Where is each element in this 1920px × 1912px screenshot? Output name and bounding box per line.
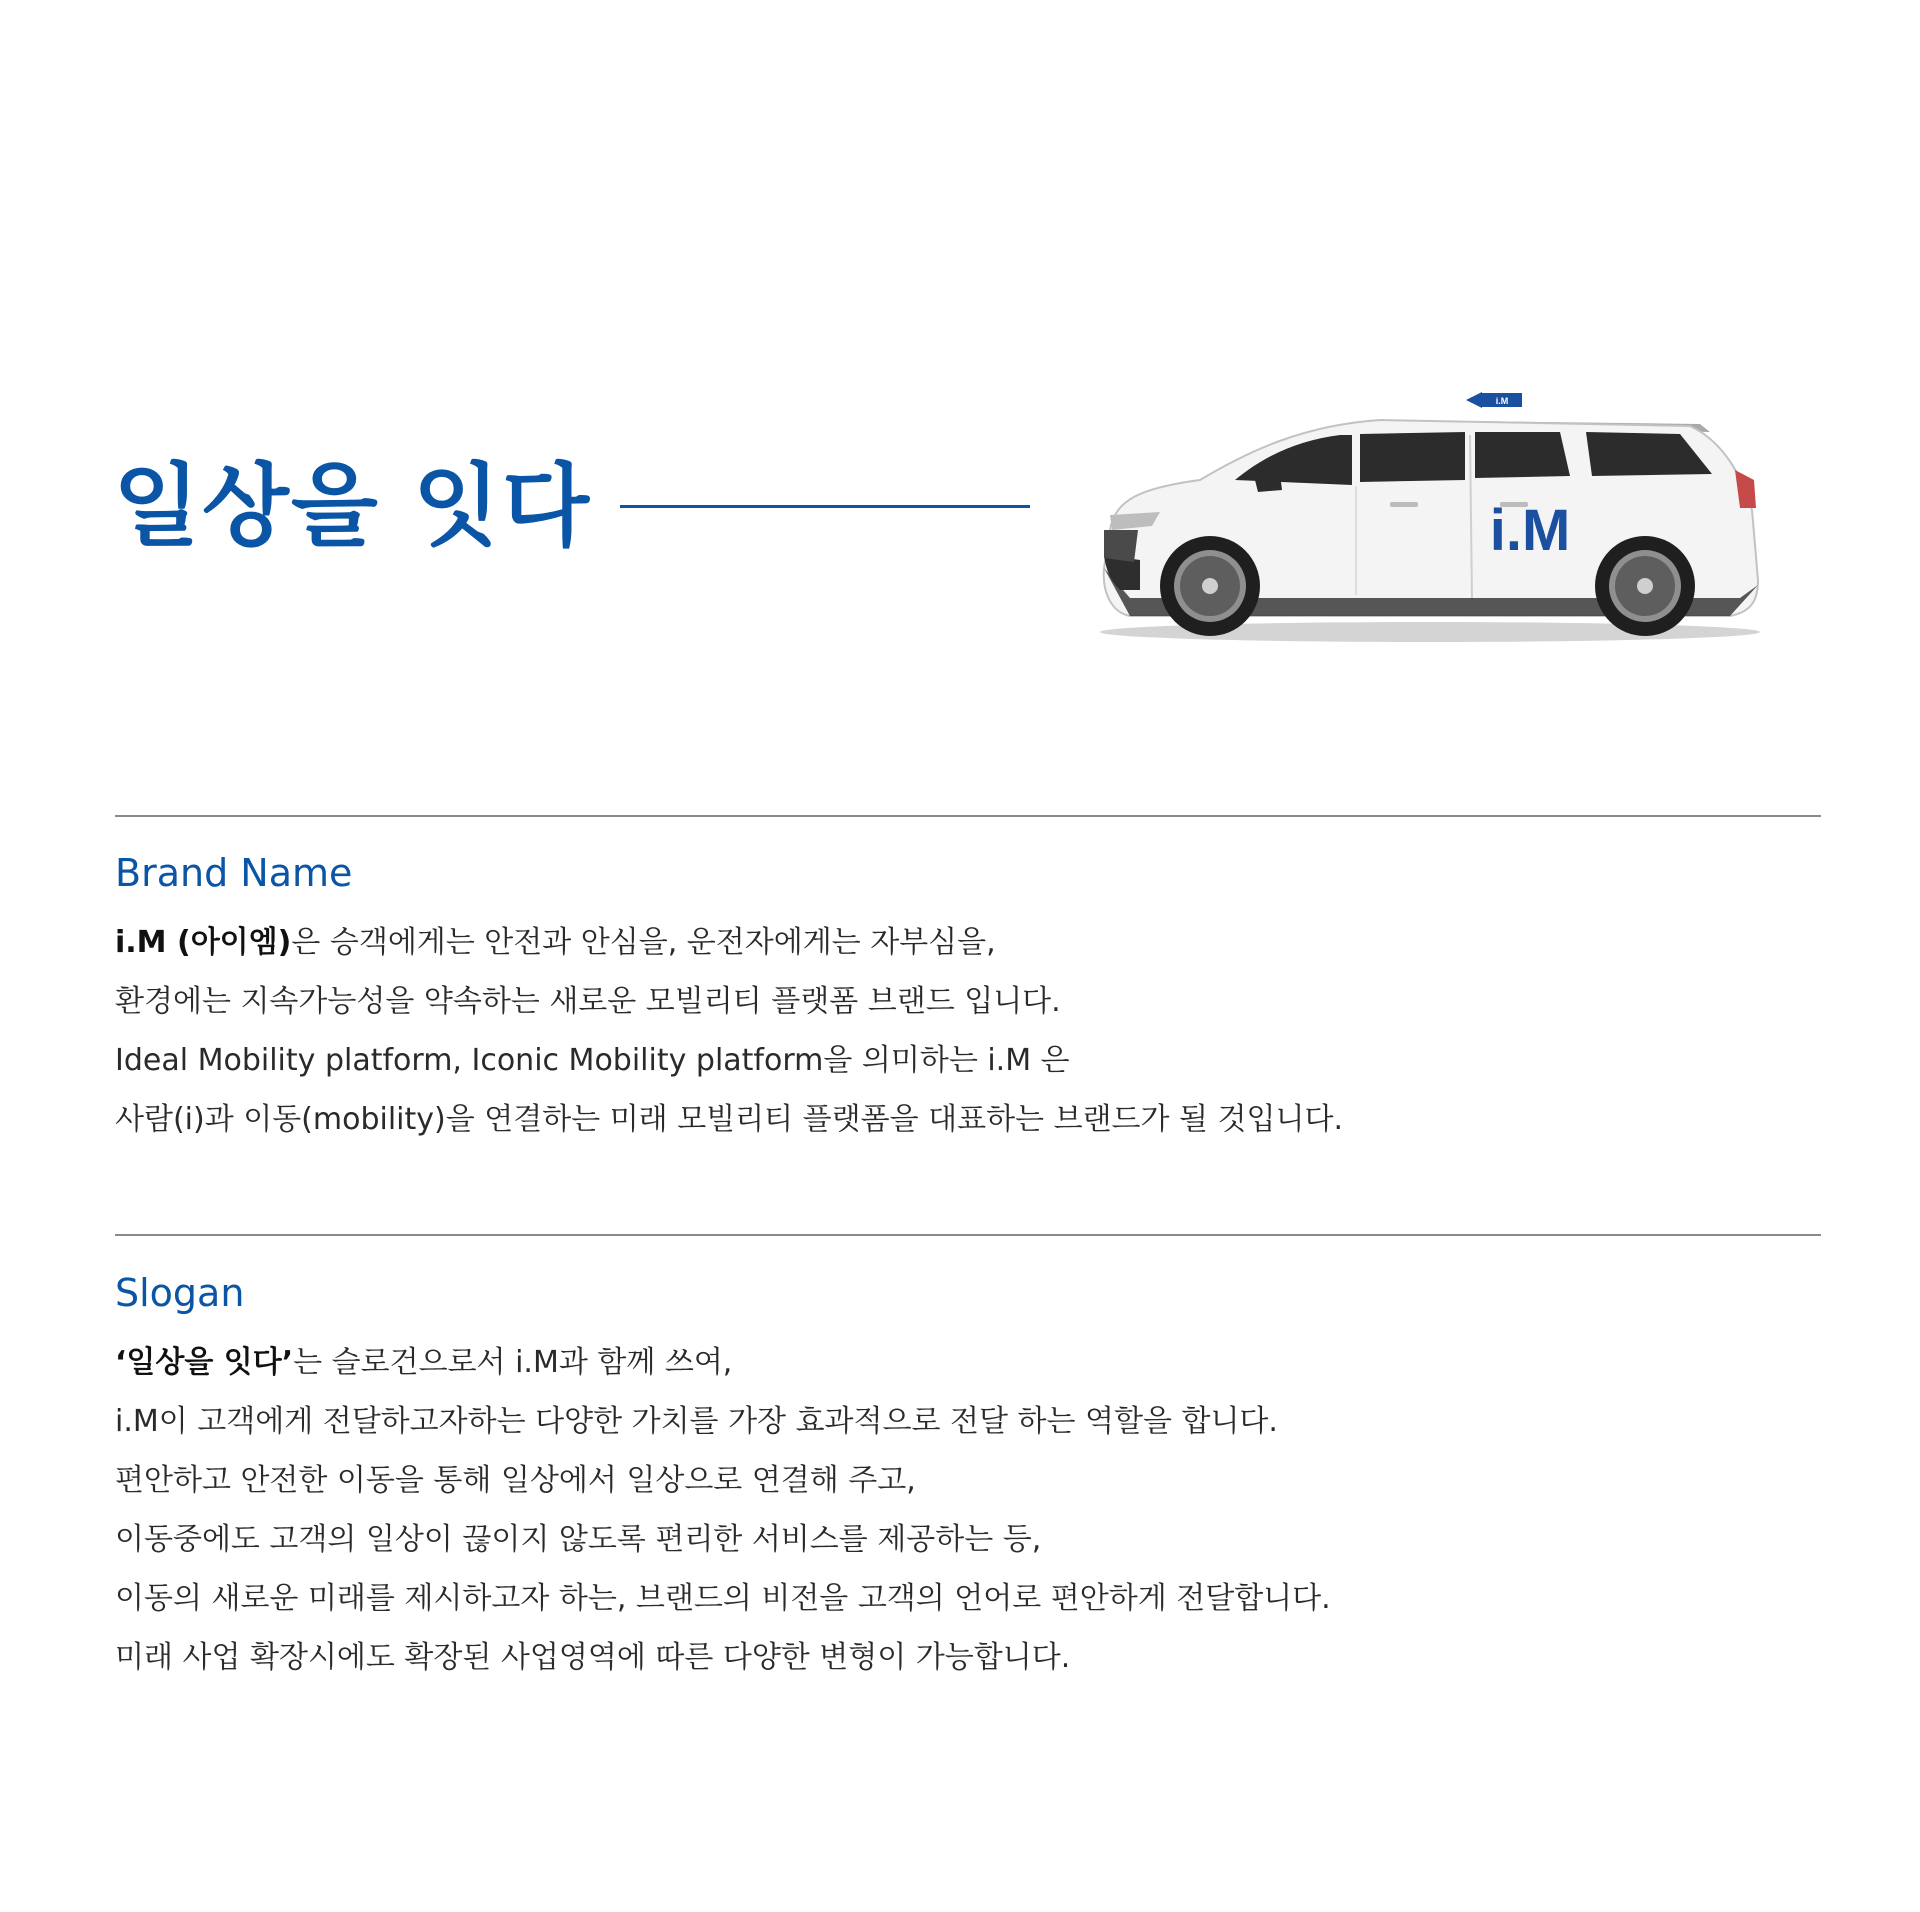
rooflight-logo: i.M [1495, 396, 1509, 406]
section-divider [115, 815, 1821, 817]
slogan-line-5: 이동의 새로운 미래를 제시하고자 하는, 브랜드의 비전을 고객의 언어로 편안하게 전달합니다. [115, 1581, 1331, 1616]
rear-wheel [1595, 536, 1695, 636]
brand-name-heading: Brand Name [115, 851, 353, 895]
brand-name-line-4: 사람(i)과 이동(mobility)을 연결하는 미래 모빌리티 플랫폼을 대표하는 브랜드가 될 것입니다. [115, 1102, 1343, 1137]
brand-name-line-1 [115, 913, 1343, 972]
slogan-line-6: 미래 사업 확장시에도 확장된 사업영역에 따른 다양한 변형이 가능합니다. [115, 1640, 1071, 1675]
roof-light [1466, 392, 1522, 408]
taxi-van-image [1090, 380, 1780, 650]
brand-name-line-1-text: 은 승객에게는 안전과 안심을, 운전자에게는 자부심을, [291, 925, 996, 960]
slogan-line-1 [115, 1333, 1331, 1392]
brand-name-line-2: 환경에는 지속가능성을 약속하는 새로운 모빌리티 플랫폼 브랜드 입니다. [115, 984, 1061, 1019]
title-accent-line [620, 505, 1030, 508]
brand-name-emphasis: i.M (아이엠) [115, 925, 292, 960]
slogan-line-2: i.M이 고객에게 전달하고자하는 다양한 가치를 가장 효과적으로 전달 하는 역할을 합니다. [115, 1404, 1278, 1439]
slogan-text [115, 1333, 1331, 1687]
slogan-emphasis: ‘일상을 잇다’ [115, 1345, 294, 1380]
front-wheel [1160, 536, 1260, 636]
slogan-line-1-text: 는 슬로건으로서 i.M과 함께 쓰여, [293, 1345, 733, 1380]
section-divider [115, 1234, 1821, 1236]
slogan-line-4: 이동중에도 고객의 일상이 끊이지 않도록 편리한 서비스를 제공하는 등, [115, 1522, 1042, 1557]
slogan-heading: Slogan [115, 1271, 245, 1315]
brand-name-line-3: Ideal Mobility platform, Iconic Mobility platform을 의미하는 i.M 은 [115, 1043, 1070, 1078]
brand-name-text [115, 913, 1343, 1149]
page-title: 일상을 잇다 [113, 454, 592, 559]
slogan-line-3: 편안하고 안전한 이동을 통해 일상에서 일상으로 연결해 주고, [115, 1463, 916, 1498]
door-logo: i.M [1489, 498, 1571, 563]
